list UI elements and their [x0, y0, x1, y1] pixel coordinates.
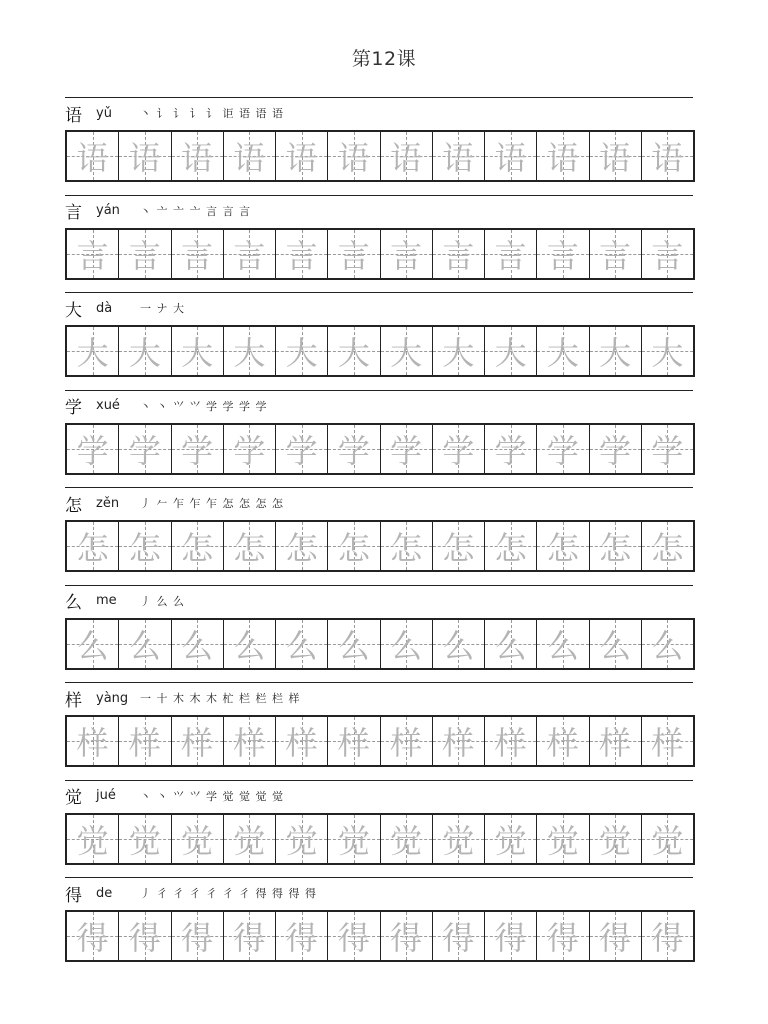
- trace-character: 觉: [599, 821, 632, 860]
- tracing-cell: [275, 815, 327, 863]
- tracing-cell: [67, 425, 118, 473]
- row-header: [65, 198, 251, 224]
- tracing-cell: [275, 522, 327, 570]
- trace-character: 怎: [233, 529, 266, 567]
- row-header: [65, 100, 284, 126]
- pinyin-label: yàng: [96, 690, 129, 706]
- trace-character: 怎: [337, 529, 370, 567]
- character-label: 觉: [65, 788, 82, 808]
- trace-character: 觉: [285, 821, 318, 860]
- trace-character: 语: [181, 139, 214, 177]
- tracing-cell: [327, 425, 379, 473]
- pinyin-label: dà: [96, 300, 113, 316]
- trace-character: 得: [76, 919, 109, 957]
- trace-character: 得: [390, 919, 423, 957]
- trace-character: 怎: [546, 529, 579, 567]
- tracing-cell: [380, 132, 432, 180]
- tracing-cell: [589, 815, 641, 863]
- trace-character: 得: [233, 919, 266, 957]
- trace-character: 言: [546, 236, 579, 275]
- tracing-cell: [67, 522, 118, 570]
- tracing-cell: [589, 717, 641, 765]
- character-label: 学: [65, 398, 82, 418]
- tracing-cell: [589, 912, 641, 960]
- trace-character: 得: [181, 919, 214, 957]
- pinyin-label: yǔ: [96, 105, 112, 121]
- tracing-cell: [223, 717, 275, 765]
- tracing-cell: [327, 327, 379, 375]
- stroke-order: 丶 亠 亠 亠 言 言 言: [140, 204, 251, 218]
- trace-character: 得: [599, 919, 632, 957]
- trace-character: 么: [390, 626, 423, 665]
- tracing-cell: [484, 425, 536, 473]
- tracing-cell: [380, 912, 432, 960]
- tracing-cell: [484, 717, 536, 765]
- trace-character: 怎: [494, 529, 527, 567]
- tracing-cell: [432, 425, 484, 473]
- tracing-grid: [65, 520, 695, 572]
- page-title: 第12课: [351, 48, 417, 70]
- tracing-cell: [536, 620, 588, 668]
- trace-character: 言: [390, 236, 423, 275]
- trace-character: 大: [546, 334, 579, 372]
- character-label: 么: [65, 593, 82, 613]
- tracing-cell: [171, 717, 223, 765]
- row-divider: [65, 97, 693, 98]
- trace-character: 得: [494, 919, 527, 957]
- tracing-grid: [65, 325, 695, 377]
- row-divider: [65, 195, 693, 196]
- tracing-cell: [118, 425, 170, 473]
- tracing-cell: [484, 327, 536, 375]
- trace-character: 学: [442, 431, 475, 470]
- tracing-cell: [432, 327, 484, 375]
- trace-character: 得: [546, 919, 579, 957]
- tracing-cell: [432, 815, 484, 863]
- trace-character: 学: [651, 431, 684, 470]
- tracing-cell: [327, 132, 379, 180]
- trace-character: 样: [285, 724, 318, 762]
- trace-character: 怎: [651, 529, 684, 567]
- stroke-order: 丿 彳 彳 彳 彳 彳 彳 得 得 得 得: [140, 887, 317, 900]
- trace-character: 觉: [76, 821, 109, 860]
- tracing-grid: [65, 910, 695, 962]
- trace-character: 样: [651, 724, 684, 762]
- tracing-cell: [67, 717, 118, 765]
- character-label: 言: [65, 203, 82, 223]
- trace-character: 言: [599, 236, 632, 275]
- tracing-cell: [275, 230, 327, 278]
- tracing-cell: [432, 620, 484, 668]
- row-divider: [65, 390, 693, 391]
- tracing-cell: [484, 132, 536, 180]
- trace-character: 怎: [285, 529, 318, 567]
- trace-character: 学: [181, 431, 214, 470]
- tracing-cell: [589, 132, 641, 180]
- tracing-cell: [589, 620, 641, 668]
- trace-character: 得: [285, 919, 318, 957]
- stroke-order: 丿 𠂉 乍 乍 乍 怎 怎 怎 怎: [140, 497, 284, 510]
- trace-character: 觉: [128, 821, 161, 860]
- trace-character: 语: [233, 139, 266, 177]
- tracing-cell: [380, 815, 432, 863]
- stroke-order: 丶 讠 讠 讠 讠 讵 语 语 语: [140, 107, 284, 120]
- tracing-cell: [484, 230, 536, 278]
- tracing-cell: [641, 425, 693, 473]
- trace-character: 觉: [390, 821, 423, 860]
- tracing-cell: [327, 230, 379, 278]
- tracing-cell: [171, 327, 223, 375]
- tracing-cell: [118, 230, 170, 278]
- trace-character: 样: [233, 724, 266, 762]
- tracing-cell: [327, 522, 379, 570]
- trace-character: 学: [390, 431, 423, 470]
- trace-character: 怎: [599, 529, 632, 567]
- tracing-cell: [432, 230, 484, 278]
- trace-character: 怎: [390, 529, 423, 567]
- tracing-cell: [536, 327, 588, 375]
- trace-character: 怎: [442, 529, 475, 567]
- trace-character: 么: [128, 626, 161, 665]
- row-header: [65, 783, 284, 809]
- tracing-cell: [380, 327, 432, 375]
- trace-character: 学: [546, 431, 579, 470]
- pinyin-label: zěn: [96, 495, 120, 511]
- tracing-cell: [641, 815, 693, 863]
- trace-character: 么: [599, 626, 632, 665]
- row-header: [65, 685, 300, 711]
- trace-character: 语: [285, 139, 318, 177]
- trace-character: 学: [599, 431, 632, 470]
- tracing-cell: [118, 815, 170, 863]
- trace-character: 样: [390, 724, 423, 762]
- trace-character: 么: [651, 626, 684, 665]
- tracing-cell: [118, 717, 170, 765]
- tracing-cell: [223, 620, 275, 668]
- tracing-cell: [432, 912, 484, 960]
- stroke-order: 丶 丶 ⺍ ⺍ 学 学 学 学: [140, 399, 268, 413]
- character-label: 样: [65, 690, 82, 711]
- tracing-cell: [641, 327, 693, 375]
- trace-character: 语: [546, 139, 579, 177]
- trace-character: 得: [337, 919, 370, 957]
- trace-character: 觉: [546, 821, 579, 860]
- character-label: 语: [65, 105, 82, 126]
- tracing-cell: [67, 912, 118, 960]
- trace-character: 觉: [494, 821, 527, 860]
- row-header: [65, 588, 185, 614]
- trace-character: 言: [181, 236, 214, 275]
- tracing-cell: [641, 717, 693, 765]
- trace-character: 觉: [337, 821, 370, 860]
- trace-character: 大: [337, 334, 370, 372]
- stroke-order: 丿 么 么: [140, 594, 185, 608]
- trace-character: 言: [442, 236, 475, 275]
- tracing-cell: [589, 425, 641, 473]
- tracing-cell: [67, 620, 118, 668]
- trace-character: 语: [128, 139, 161, 177]
- tracing-cell: [327, 912, 379, 960]
- trace-character: 觉: [233, 821, 266, 860]
- tracing-cell: [118, 912, 170, 960]
- trace-character: 样: [181, 724, 214, 762]
- tracing-cell: [589, 522, 641, 570]
- trace-character: 样: [76, 724, 109, 762]
- trace-character: 学: [76, 431, 109, 470]
- trace-character: 大: [181, 334, 214, 372]
- trace-character: 言: [285, 236, 318, 275]
- tracing-cell: [432, 132, 484, 180]
- tracing-cell: [223, 230, 275, 278]
- tracing-cell: [484, 815, 536, 863]
- tracing-cell: [118, 620, 170, 668]
- character-label: 大: [65, 300, 82, 321]
- tracing-cell: [589, 230, 641, 278]
- trace-character: 样: [599, 724, 632, 762]
- trace-character: 学: [285, 431, 318, 470]
- trace-character: 大: [285, 334, 318, 372]
- trace-character: 语: [390, 139, 423, 177]
- tracing-cell: [223, 912, 275, 960]
- tracing-cell: [641, 620, 693, 668]
- trace-character: 言: [128, 236, 161, 275]
- tracing-cell: [380, 620, 432, 668]
- trace-character: 得: [651, 919, 684, 957]
- tracing-cell: [432, 522, 484, 570]
- trace-character: 语: [442, 139, 475, 177]
- trace-character: 大: [76, 334, 109, 372]
- trace-character: 言: [233, 236, 266, 275]
- stroke-order: 丶 丶 ⺍ ⺍ 学 觉 觉 觉 觉: [140, 789, 284, 803]
- tracing-cell: [484, 522, 536, 570]
- tracing-cell: [641, 912, 693, 960]
- tracing-grid: [65, 715, 695, 767]
- trace-character: 么: [76, 626, 109, 665]
- tracing-cell: [536, 230, 588, 278]
- row-divider: [65, 487, 693, 488]
- tracing-cell: [380, 230, 432, 278]
- pinyin-label: xué: [96, 398, 120, 413]
- trace-character: 大: [599, 334, 632, 372]
- tracing-cell: [171, 132, 223, 180]
- trace-character: 怎: [181, 529, 214, 567]
- tracing-cell: [589, 327, 641, 375]
- trace-character: 么: [442, 626, 475, 665]
- trace-character: 语: [76, 139, 109, 177]
- row-header: [65, 393, 267, 419]
- trace-character: 样: [128, 724, 161, 762]
- trace-character: 大: [390, 334, 423, 372]
- tracing-cell: [275, 327, 327, 375]
- character-label: 得: [65, 885, 82, 906]
- trace-character: 学: [337, 431, 370, 470]
- tracing-cell: [327, 620, 379, 668]
- tracing-cell: [484, 912, 536, 960]
- tracing-cell: [327, 717, 379, 765]
- tracing-cell: [432, 717, 484, 765]
- tracing-cell: [118, 522, 170, 570]
- tracing-cell: [67, 815, 118, 863]
- tracing-cell: [380, 425, 432, 473]
- tracing-cell: [641, 230, 693, 278]
- trace-character: 么: [546, 626, 579, 665]
- tracing-cell: [536, 132, 588, 180]
- trace-character: 大: [233, 334, 266, 372]
- trace-character: 大: [128, 334, 161, 372]
- trace-character: 么: [285, 626, 318, 665]
- tracing-cell: [171, 620, 223, 668]
- tracing-cell: [641, 522, 693, 570]
- tracing-cell: [275, 425, 327, 473]
- trace-character: 大: [651, 334, 684, 372]
- tracing-cell: [484, 620, 536, 668]
- stroke-order: 一 ナ 大: [140, 302, 185, 315]
- tracing-cell: [536, 912, 588, 960]
- tracing-cell: [171, 522, 223, 570]
- tracing-cell: [380, 717, 432, 765]
- pinyin-label: de: [96, 885, 113, 901]
- trace-character: 言: [76, 236, 109, 275]
- tracing-cell: [171, 815, 223, 863]
- tracing-cell: [223, 425, 275, 473]
- tracing-cell: [380, 522, 432, 570]
- trace-character: 么: [337, 626, 370, 665]
- row-divider: [65, 585, 693, 586]
- tracing-cell: [327, 815, 379, 863]
- row-header: [65, 880, 317, 906]
- trace-character: 么: [181, 626, 214, 665]
- tracing-cell: [275, 620, 327, 668]
- tracing-cell: [536, 522, 588, 570]
- pinyin-label: me: [96, 593, 117, 608]
- tracing-cell: [118, 327, 170, 375]
- trace-character: 么: [494, 626, 527, 665]
- tracing-grid: [65, 618, 695, 670]
- tracing-cell: [67, 327, 118, 375]
- tracing-grid: [65, 130, 695, 182]
- tracing-cell: [223, 522, 275, 570]
- trace-character: 得: [128, 919, 161, 957]
- tracing-grid: [65, 423, 695, 475]
- row-header: [65, 490, 284, 516]
- tracing-cell: [275, 717, 327, 765]
- stroke-order: 一 十 木 木 木 杧 栏 栏 栏 样: [140, 692, 301, 705]
- row-divider: [65, 780, 693, 781]
- tracing-grid: [65, 228, 695, 280]
- trace-character: 怎: [76, 529, 109, 567]
- tracing-cell: [223, 327, 275, 375]
- trace-character: 学: [128, 431, 161, 470]
- trace-character: 样: [337, 724, 370, 762]
- trace-character: 学: [494, 431, 527, 470]
- trace-character: 语: [599, 139, 632, 177]
- tracing-cell: [223, 815, 275, 863]
- trace-character: 言: [494, 236, 527, 275]
- trace-character: 么: [233, 626, 266, 665]
- trace-character: 语: [337, 139, 370, 177]
- tracing-cell: [67, 230, 118, 278]
- trace-character: 觉: [442, 821, 475, 860]
- tracing-cell: [275, 912, 327, 960]
- tracing-cell: [641, 132, 693, 180]
- trace-character: 样: [546, 724, 579, 762]
- trace-character: 样: [442, 724, 475, 762]
- tracing-cell: [171, 425, 223, 473]
- pinyin-label: yán: [96, 203, 120, 218]
- trace-character: 语: [651, 139, 684, 177]
- trace-character: 得: [442, 919, 475, 957]
- trace-character: 觉: [181, 821, 214, 860]
- tracing-grid: [65, 813, 695, 865]
- pinyin-label: jué: [96, 788, 116, 803]
- trace-character: 怎: [128, 529, 161, 567]
- trace-character: 学: [233, 431, 266, 470]
- row-divider: [65, 877, 693, 878]
- trace-character: 言: [337, 236, 370, 275]
- tracing-cell: [223, 132, 275, 180]
- tracing-cell: [536, 425, 588, 473]
- tracing-cell: [536, 815, 588, 863]
- row-divider: [65, 682, 693, 683]
- tracing-cell: [67, 132, 118, 180]
- trace-character: 大: [494, 334, 527, 372]
- trace-character: 语: [494, 139, 527, 177]
- trace-character: 觉: [651, 821, 684, 860]
- tracing-cell: [171, 912, 223, 960]
- row-header: [65, 295, 185, 321]
- tracing-cell: [171, 230, 223, 278]
- tracing-cell: [275, 132, 327, 180]
- trace-character: 言: [651, 236, 684, 275]
- character-label: 怎: [65, 495, 82, 516]
- tracing-cell: [536, 717, 588, 765]
- row-divider: [65, 292, 693, 293]
- trace-character: 大: [442, 334, 475, 372]
- trace-character: 样: [494, 724, 527, 762]
- tracing-cell: [118, 132, 170, 180]
